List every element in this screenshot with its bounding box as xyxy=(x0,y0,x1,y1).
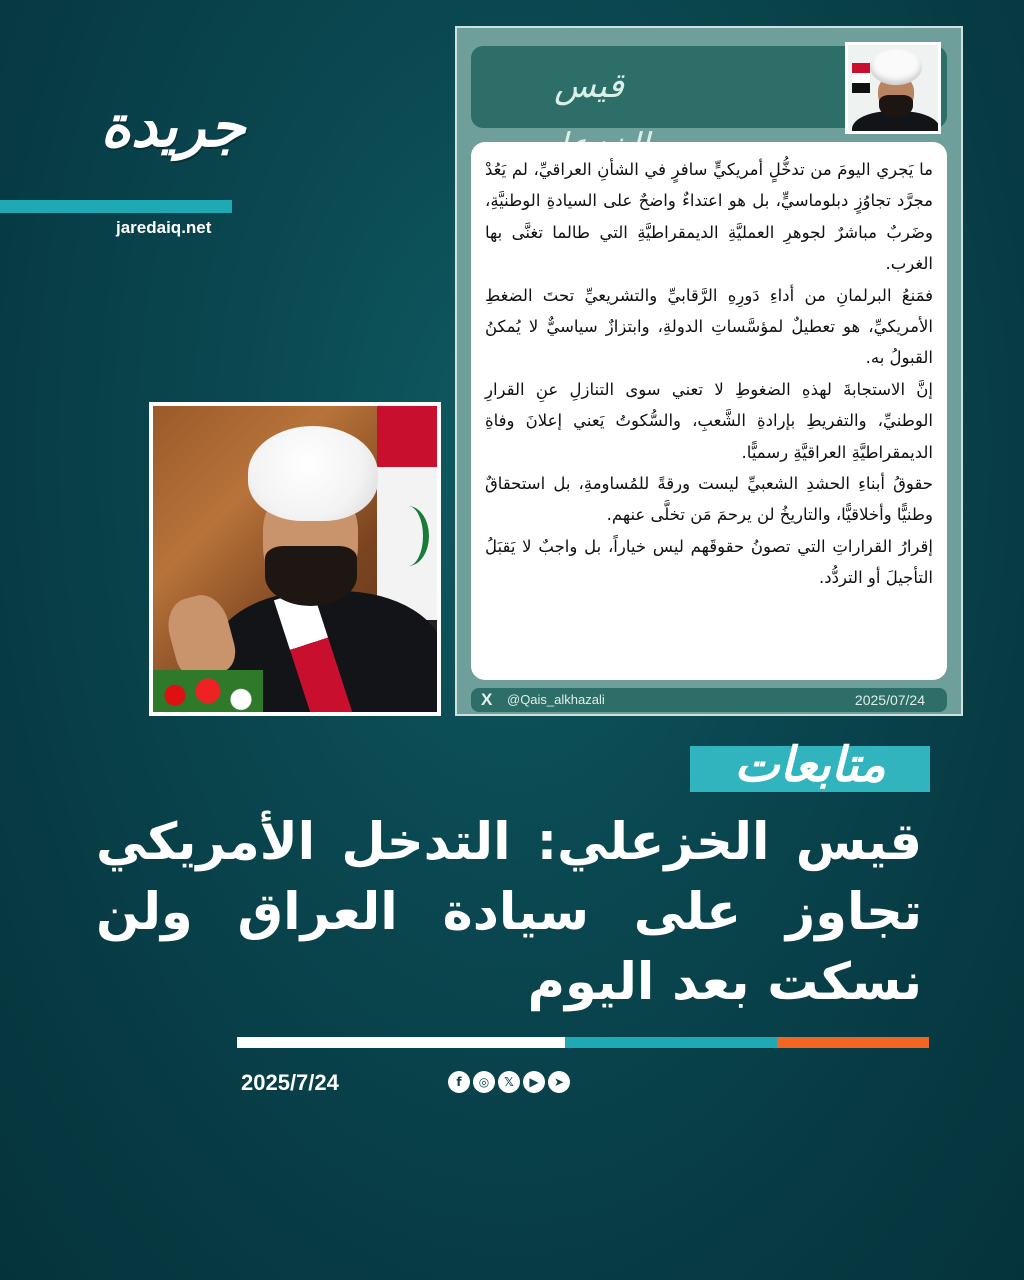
brand-logo xyxy=(88,92,258,160)
quote-paragraph: ما يَجري اليومَ من تدخُّلٍ أمريكيٍّ سافرٍ في الشأنِ العراقيِّ، لم يَعُدْ مجرَّد تجاوُزٍ دبلوماسيٍّ، بل هو اعتداءٌ واضحٌ على السيادةِ الوطنيَّةِ، وضَربٌ مباشرٌ لجوهرِ العمليَّةِ الديمقراطيَّةِ التي طالما تغنَّى بها الغرب. xyxy=(485,160,933,274)
quote-paragraph: فمَنعُ البرلمانِ من أداءِ دَورِهِ الرَّقابيِّ والتشريعيِّ تحتَ الضغطِ الأمريكيِّ، هو تعطيلٌ لمؤسَّساتِ الدولةِ، وابتزازٌ سياسيٌّ لا يُمكنُ القبولُ به. xyxy=(485,285,933,368)
section-tag xyxy=(690,734,930,796)
headline: قيس الخزعلي: التدخل الأمريكي تجاوز على سيادة العراق ولن نسكت بعد اليوم xyxy=(96,813,922,1012)
youtube-icon[interactable]: ▶ xyxy=(523,1071,545,1093)
section-tag-label: متابعات xyxy=(734,737,886,793)
flowers-decoration xyxy=(153,670,263,712)
social-links xyxy=(448,1071,570,1093)
author-handle[interactable]: @Qais_alkhazali xyxy=(507,692,605,707)
facebook-icon[interactable]: f xyxy=(448,1071,470,1093)
quote-date: 2025/07/24 xyxy=(854,692,925,708)
quote-paragraph: إقرارُ القراراتِ التي تصونُ حقوقَهم ليس خياراً، بل واجبٌ لا يَقبَلُ التأجيلَ أو التردُّد. xyxy=(485,536,933,588)
brand-underline xyxy=(0,200,232,213)
speaker-photo xyxy=(149,402,441,716)
quote-body xyxy=(471,142,947,680)
telegram-icon[interactable]: ➤ xyxy=(548,1071,570,1093)
quote-paragraph: إنَّ الاستجابةَ لهذهِ الضغوطِ لا تعني سوى التنازلِ عنِ القرارِ الوطنيِّ، والتفريطِ بإرادةِ الشَّعبِ، والسُّكوتُ يَعني إعلانَ وفاةِ الديمقراطيَّةِ العراقيَّةِ رسميًّا. xyxy=(485,379,933,462)
brand-site-url[interactable]: jaredaiq.net xyxy=(116,218,212,237)
quote-paragraph: حقوقُ أبناءِ الحشدِ الشعبيِّ ليست ورقةً للمُساومةِ، بل استحقاقٌ وطنيًّا وأخلاقيًّا، والتاريخُ لن يرحمَ مَن تخلَّى عنهم. xyxy=(485,474,933,525)
author-avatar xyxy=(845,42,941,134)
quote-card xyxy=(455,26,963,716)
speaker-photo-image xyxy=(153,406,437,712)
instagram-icon[interactable]: ◎ xyxy=(473,1071,495,1093)
tricolor-divider xyxy=(237,1037,929,1048)
x-icon: X xyxy=(481,690,493,709)
x-icon[interactable]: 𝕏 xyxy=(498,1071,520,1093)
publish-date: 2025/7/24 xyxy=(241,1070,339,1095)
brand-logo-text: جريدة xyxy=(100,92,246,160)
quote-card-footer xyxy=(471,688,947,712)
quote-card-title: قيس xyxy=(554,66,624,106)
